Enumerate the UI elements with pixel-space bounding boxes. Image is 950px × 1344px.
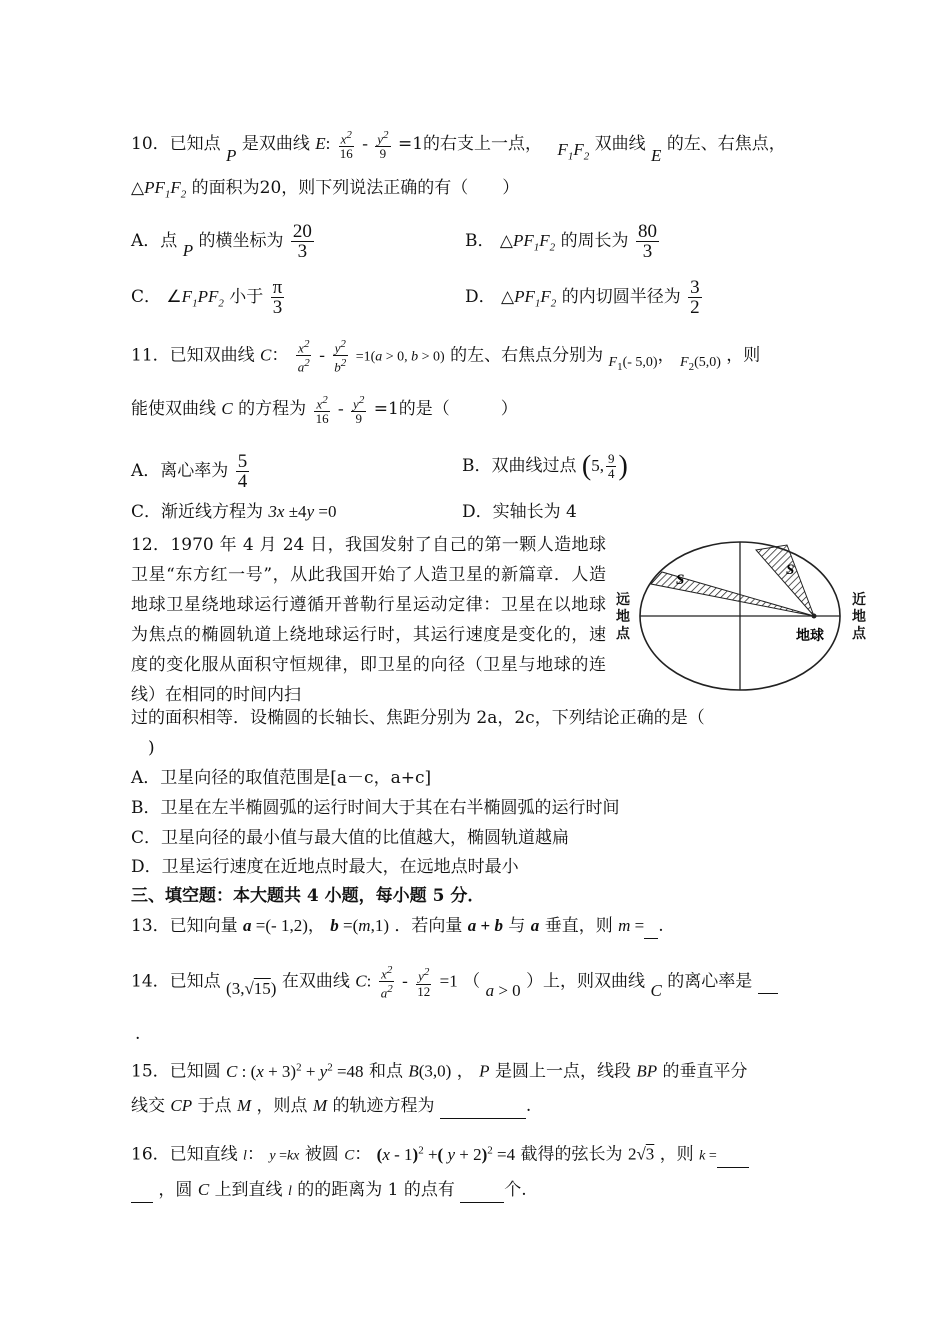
q10-option-a: A．点 P 的横坐标为 $\frac{20}{3}$ <box>131 221 312 262</box>
q15-period: . <box>525 1096 532 1116</box>
q15-answer-blank[interactable] <box>440 1094 526 1119</box>
q10-option-c: C． $\angle F_1PF_2$ 小于 $\frac{\pi}{3}$ <box>131 277 283 318</box>
q11-text5: 的方程为 <box>238 399 307 420</box>
q16-mid2: 截得的弦长为 <box>520 1144 623 1165</box>
q16-k-blank-cont[interactable] <box>131 1178 153 1203</box>
q15-mid: 和点 <box>368 1061 403 1082</box>
q15-line2-pre: 线交 <box>131 1096 165 1116</box>
frac-x2-16b: $\frac{x^2}{16}$ <box>315 394 329 427</box>
label-near-point: 近地点 <box>852 592 866 642</box>
ellipse-orbit-figure <box>612 536 874 696</box>
q11-text1: 11．已知双曲线 <box>131 345 255 366</box>
q15-line2-end: 的轨迹方程为 <box>332 1096 435 1116</box>
q11-text6: =1的是（ ） <box>373 399 518 420</box>
q15-line2-mid: 于点 <box>197 1096 232 1116</box>
q10-c-mid: 小于 <box>229 287 264 307</box>
q12-paragraph-text: 12．1970 年 4 月 24 日，我国发射了自己的第一颗人造地球卫星“东方红一号”，从此我国开始了人造卫星的新篇章．人造地球卫星绕地球运行遵循开普勒行星运动定律：卫星在以地球为焦点的椭圆轨道上绕地球运行时，其运行速度是变化的，速度的变化服从面积守恒规律，即卫星的向径（卫星与地球的连线）在相同的时间内扫 <box>131 535 606 705</box>
q10-text2: 是双曲线 <box>241 134 310 155</box>
q15-line2-mid2: ，则点 <box>256 1096 308 1116</box>
q11-option-c: C．渐近线方程为 3x ±4y =0 <box>131 502 337 522</box>
q10-d-mid: 的内切圆半径为 <box>561 287 681 307</box>
q13-line: 13．已知向量 a =(- 1,2)， b =(m,1) ．若向量 a + b 与 a 垂直，则 m = . <box>131 914 664 939</box>
q11-option-b: B．双曲线过点 (5, $\frac{9}{4}$ ) <box>462 450 628 482</box>
q15-mid2: ， <box>456 1061 474 1082</box>
frac-y2-9: $\frac{y^2}{9}$ <box>377 129 389 162</box>
q12-option-c <box>131 826 569 850</box>
q11-b-pre: B．双曲线过点 <box>462 456 577 476</box>
q14-answer-blank[interactable] <box>758 969 778 994</box>
frac-x2-16: $\frac{x^2}{16}$ <box>339 129 353 162</box>
q11-d-text: D．实轴长为 4 <box>462 502 577 522</box>
q10-option-d: D． $\triangle PF_1F_2$ 的内切圆半径为 $\frac{3}{2}$ <box>465 277 700 318</box>
frac-9-4: $\frac{9}{4}$ <box>607 451 615 481</box>
label-s-right: S <box>786 562 795 578</box>
q14-pre: 14．已知点 <box>131 971 221 992</box>
q12-line-close <box>148 736 155 760</box>
q16-count-blank[interactable] <box>460 1178 504 1203</box>
q10-text6: 的面积为20，则下列说法正确的有（ ） <box>191 178 520 198</box>
q16-mid: 被圆 <box>304 1144 339 1165</box>
q12-close-text: ) <box>148 738 155 758</box>
q10-text5: 的左、右焦点， <box>666 134 786 155</box>
q15-mid3: 是圆上一点，线段 <box>494 1061 631 1082</box>
frac-20-3: $\frac{20}{3}$ <box>292 221 312 262</box>
frac-y2-9b: $\frac{y^2}{9}$ <box>353 394 365 427</box>
q16-line1: 16．已知直线 l： y =kx 被圆 C： (x - 1)$^2$ +( y + 2)$^2$ =4 截得的弦长为 2√3 ，则 k = <box>131 1138 749 1169</box>
q16-end: ，则 <box>659 1144 694 1165</box>
q15-end: 的垂直平分 <box>662 1061 748 1082</box>
q10-text: 10．已知点 <box>131 134 221 155</box>
frac-y2-12: $\frac{y^2}{12}$ <box>417 966 431 999</box>
q10-text4: 双曲线 <box>594 134 646 155</box>
section3-text: 三、填空题：本大题共 4 小题，每小题 5 分． <box>131 886 485 906</box>
q16-line2: ，圆 C 上到直线 l 的的距离为 1 的点有 个. <box>131 1178 527 1204</box>
section3-heading <box>131 884 484 908</box>
q16-pre: 16．已知直线 <box>131 1144 238 1165</box>
q10-line1: 10．已知点 P 是双曲线 E: $\frac{x^2}{16}$ - $\frac{y^2}{9}$ =1的右支上一点， $F_1F_2$ 双曲线 E 的左、右焦点， <box>131 129 786 166</box>
q14-dot-text: . <box>135 1024 141 1044</box>
q12-option-a <box>131 766 431 790</box>
frac-x2-a2-q14: $\frac{x^2}{a^2}$ <box>380 964 393 1001</box>
q11-a-pre: A．离心率为 <box>131 461 229 481</box>
q12-a-text: A．卫星向径的取值范围是[a－c，a+c] <box>131 768 432 788</box>
q15-pre: 15．已知圆 <box>131 1061 221 1082</box>
q16-k-blank[interactable] <box>717 1143 749 1168</box>
q15-line2: 线交 CP 于点 M ，则点 M 的轨迹方程为 . <box>131 1094 531 1119</box>
q14-paren-close: ）上，则双曲线 <box>526 971 646 992</box>
q10-d-pre: D． <box>465 287 496 307</box>
q10-a-mid: 的横坐标为 <box>198 231 284 251</box>
q16-line2-mid: ，圆 <box>158 1180 193 1200</box>
frac-5-4: $\frac{5}{4}$ <box>237 451 248 492</box>
q11-option-d <box>462 500 577 524</box>
q14-paren-open: （ <box>463 971 481 992</box>
q14-end: 的离心率是 <box>667 971 753 992</box>
q10-text3: =1的右支上一点， <box>397 134 543 155</box>
q13-answer-blank[interactable] <box>644 914 658 939</box>
q13-mid: ．若向量 <box>394 916 463 936</box>
q14-mid: 在双曲线 <box>281 971 350 992</box>
frac-y2-b2: $\frac{y^2}{b^2}$ <box>334 338 347 375</box>
q16-line2-end: 的的距离为 1 的点有 <box>297 1180 455 1200</box>
frac-3-2: $\frac{3}{2}$ <box>690 277 700 318</box>
q16-tail: 个. <box>504 1180 527 1200</box>
q12-option-d <box>131 855 519 879</box>
q11-line2: 能使双曲线 C 的方程为 $\frac{x^2}{16}$ - $\frac{y^2}{9}$ =1的是（ ） <box>131 394 518 427</box>
frac-80-3: $\frac{80}{3}$ <box>637 221 657 262</box>
q12-paragraph <box>131 530 606 710</box>
q12-option-b <box>131 796 620 820</box>
q11-text2: 的左、右焦点分别为 <box>450 345 604 366</box>
q15-line1: 15．已知圆 C : $(x + 3)^2 + y^2 =48$ 和点 B(3,0) ， P 是圆上一点，线段 BP 的垂直平分 <box>131 1061 748 1082</box>
q10-a-pre: A．点 <box>131 231 178 251</box>
earth-dot <box>812 614 817 619</box>
q12-d-text: D．卫星运行速度在近地点时最大，在远地点时最小 <box>131 857 519 877</box>
q12-line-full <box>131 706 705 730</box>
q11-c-pre: C．渐近线方程为 <box>131 502 264 522</box>
q10-option-b: B． $\triangle PF_1F_2$ 的周长为 $\frac{80}{3}$ <box>465 221 657 262</box>
label-s-left: S <box>676 572 685 588</box>
q11-text4: 能使双曲线 <box>131 399 216 420</box>
q12-b-text: B．卫星在左半椭圆弧的运行时间大于其在右半椭圆弧的运行时间 <box>131 798 620 818</box>
q14-dot <box>135 1022 140 1046</box>
q13-mid2: 与 <box>508 916 526 936</box>
q10-b-pre: B． <box>465 231 495 251</box>
frac-x2-a2: $\frac{x^2}{a^2}$ <box>297 338 310 375</box>
q12-c-text: C．卫星向径的最小值与最大值的比值越大，椭圆轨道越扁 <box>131 828 570 848</box>
label-earth: 地球 <box>796 628 824 644</box>
frac-pi-3: $\frac{\pi}{3}$ <box>272 277 283 318</box>
q10-c-pre: C． <box>131 287 162 307</box>
q13-end: 垂直，则 <box>544 916 613 936</box>
q14-line: 14．已知点 (3,√15) 在双曲线 C: $\frac{x^2}{a^2}$ - $\frac{y^2}{12}$ =1 （ a > 0 ）上，则双曲线 C 的离心率是 <box>131 963 778 1001</box>
q16-line2-mid2: 上到直线 <box>214 1180 283 1200</box>
q10-b-mid: 的周长为 <box>560 231 629 251</box>
q12-line-full-text: 过的面积相等．设椭圆的长轴长、焦距分别为 2a，2c，下列结论正确的是（ <box>131 708 705 728</box>
q11-option-a <box>131 452 251 491</box>
q10-line2: $\triangle PF_1F_2$ 的面积为20，则下列说法正确的有（ ） <box>131 178 520 201</box>
label-far-point: 远地点 <box>616 592 630 642</box>
q16-colon: ： <box>246 1144 264 1165</box>
q11-line1: 11．已知双曲线 C： $\frac{x^2}{a^2}$ - $\frac{y^2}{b^2}$ =1(a > 0, b > 0) 的左、右焦点分别为 $_{F_1(- 5,0)}$， $_{F_2(5,0)}$ ，则 <box>131 338 761 375</box>
q11-text3: ，则 <box>726 345 761 366</box>
q13-pre: 13．已知向量 <box>131 916 238 936</box>
